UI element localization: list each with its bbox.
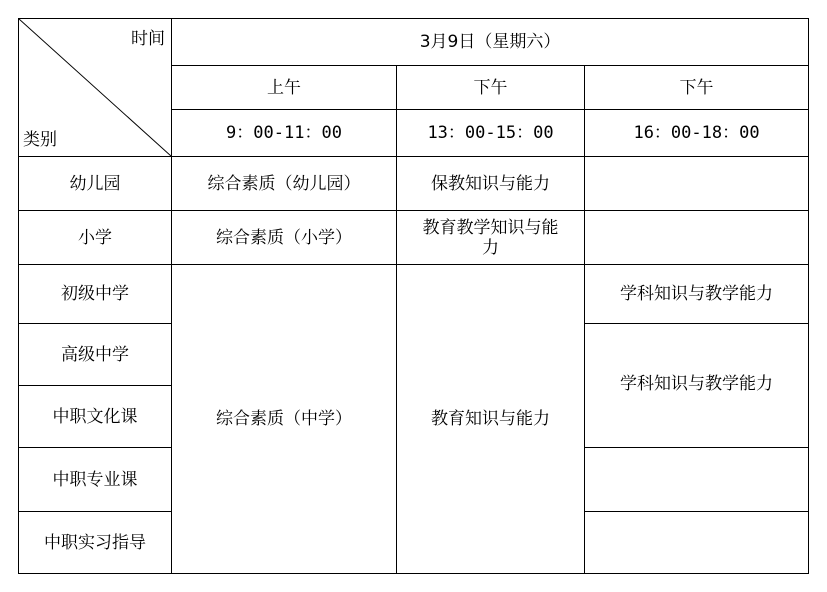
subject-cell: 综合素质（小学）	[172, 211, 397, 265]
merged-subject-cell: 学科知识与教学能力	[585, 324, 809, 448]
period-afternoon-2: 下午	[585, 66, 809, 110]
category-cell: 高级中学	[19, 324, 172, 386]
category-cell: 中职专业课	[19, 448, 172, 512]
period-morning: 上午	[172, 66, 397, 110]
time-slot-afternoon-2: 16：00-18：00	[585, 110, 809, 157]
category-cell: 小学	[19, 211, 172, 265]
subject-cell	[585, 448, 809, 512]
corner-category-label: 类别	[23, 130, 57, 150]
subject-cell	[585, 512, 809, 574]
subject-text: 教育教学知识与能力	[422, 217, 559, 258]
category-cell: 幼儿园	[19, 157, 172, 211]
subject-cell	[585, 157, 809, 211]
date-header: 3月9日（星期六）	[172, 19, 809, 66]
corner-time-label: 时间	[131, 29, 165, 49]
corner-header-cell	[19, 19, 172, 157]
category-cell: 中职实习指导	[19, 512, 172, 574]
exam-schedule-table	[18, 18, 809, 574]
merged-subject-cell: 教育知识与能力	[397, 265, 585, 574]
merged-subject-cell: 综合素质（中学）	[172, 265, 397, 574]
subject-cell	[585, 211, 809, 265]
period-afternoon-1: 下午	[397, 66, 585, 110]
subject-cell	[397, 211, 585, 265]
category-cell: 初级中学	[19, 265, 172, 324]
subject-cell: 综合素质（幼儿园）	[172, 157, 397, 211]
category-cell: 中职文化课	[19, 386, 172, 448]
time-slot-morning: 9：00-11：00	[172, 110, 397, 157]
time-slot-afternoon-1: 13：00-15：00	[397, 110, 585, 157]
subject-cell: 保教知识与能力	[397, 157, 585, 211]
subject-cell: 学科知识与教学能力	[585, 265, 809, 324]
